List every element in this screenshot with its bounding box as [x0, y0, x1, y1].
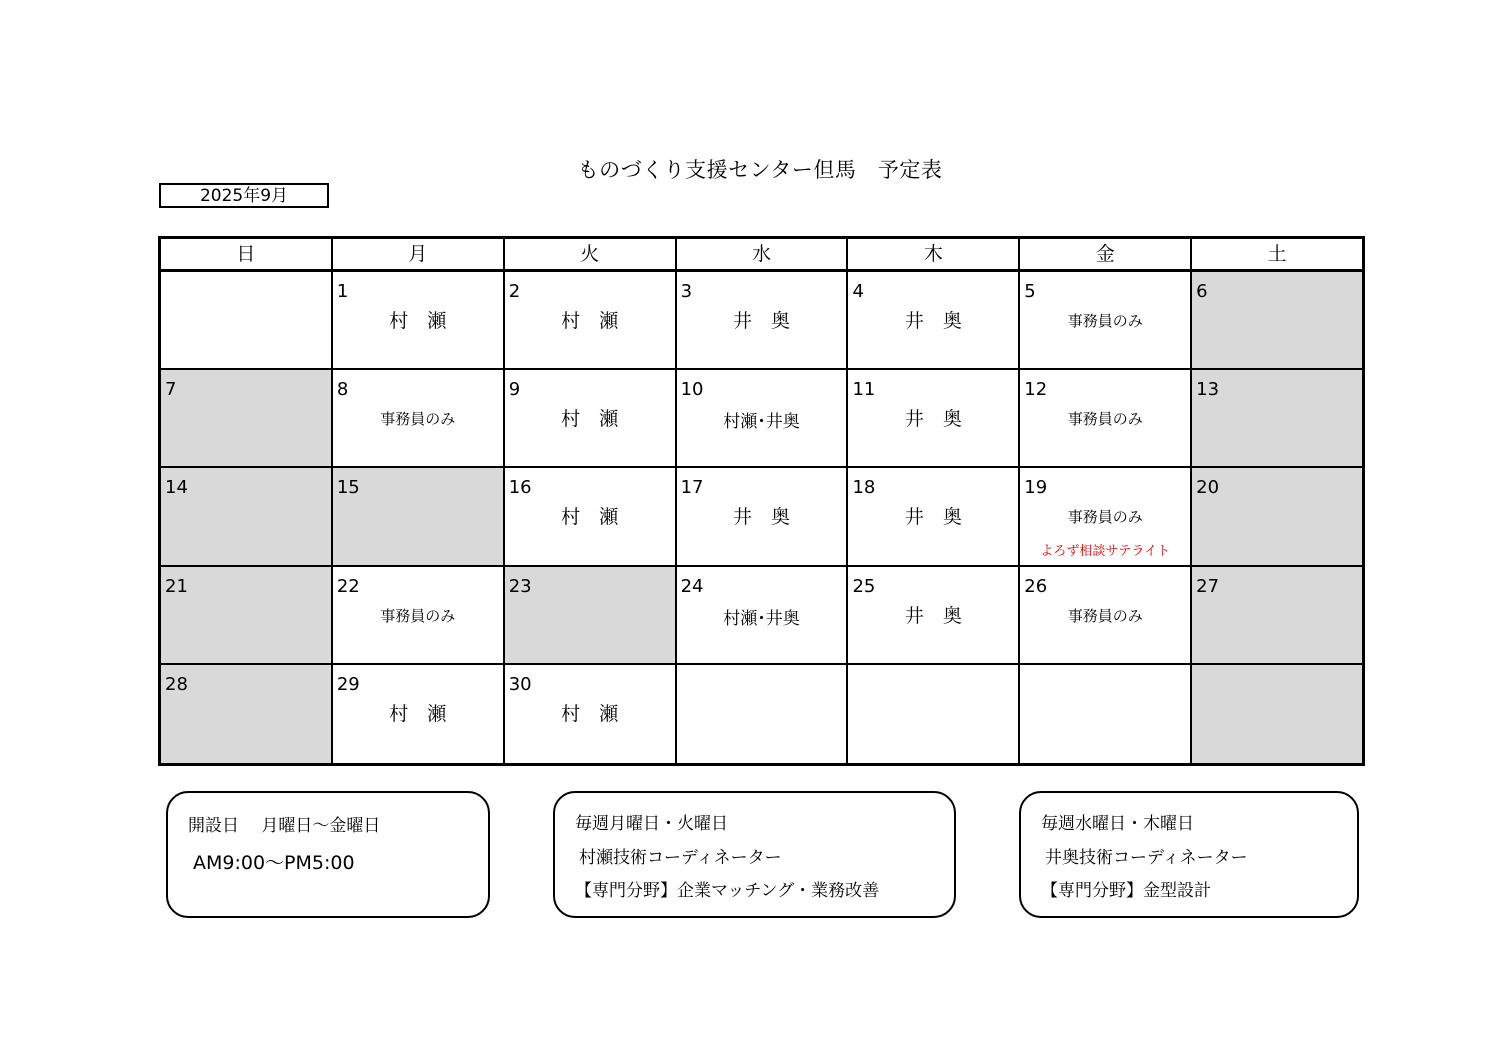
day-cell — [1192, 468, 1362, 564]
day-number: 10 — [680, 379, 704, 401]
inoku-name: 井奥技術コーディネーター — [1045, 848, 1248, 868]
weekday-wed: 水 — [677, 239, 849, 269]
weekday-thu: 木 — [848, 239, 1020, 269]
day-cell — [161, 272, 333, 368]
day-cell — [333, 567, 505, 663]
weekday-header — [161, 239, 1362, 272]
day-number: 20 — [1196, 477, 1220, 499]
staff-assignment: 事務員のみ — [380, 410, 456, 429]
staff-assignment: 村瀬･井奥 — [723, 412, 800, 433]
weekday-sat: 土 — [1267, 243, 1287, 265]
weekday-mon: 月 — [333, 239, 505, 269]
inoku-days: 毎週水曜日・木曜日 — [1041, 814, 1194, 834]
day-cell — [161, 665, 333, 763]
weekday-sun: 日 — [161, 239, 333, 269]
day-cell — [505, 665, 677, 763]
weekday-fri: 金 — [1020, 239, 1192, 269]
day-number: 16 — [508, 477, 532, 499]
week-row — [161, 272, 1362, 370]
day-cell — [333, 665, 505, 763]
inoku-info-box — [1019, 791, 1359, 918]
day-cell — [161, 370, 333, 466]
day-cell — [1192, 665, 1362, 763]
murase-info-box — [553, 791, 956, 918]
day-number: 27 — [1196, 575, 1220, 597]
staff-assignment: 村 瀬 — [561, 702, 619, 725]
day-number: 2 — [508, 281, 521, 302]
day-cell — [848, 370, 1020, 466]
day-cell — [1192, 567, 1362, 663]
day-number: 24 — [680, 575, 704, 597]
day-number: 11 — [852, 379, 876, 401]
week-row — [161, 567, 1362, 665]
day-number: 12 — [1024, 379, 1048, 401]
day-number: 28 — [165, 673, 188, 695]
staff-assignment: 事務員のみ — [1067, 312, 1143, 330]
day-cell — [505, 272, 677, 368]
day-cell — [1192, 272, 1362, 368]
month-label: 2025年9月 — [159, 183, 329, 208]
day-number: 17 — [680, 477, 704, 499]
week-row — [161, 370, 1362, 468]
staff-assignment: 事務員のみ — [1067, 410, 1143, 429]
day-number: 13 — [1196, 379, 1220, 401]
day-cell — [333, 272, 505, 368]
day-number: 8 — [336, 379, 349, 401]
murase-field: 【専門分野】企業マッチング・業務改善 — [575, 881, 880, 901]
day-number: 7 — [165, 379, 177, 401]
day-cell — [677, 468, 849, 564]
murase-name: 村瀬技術コーディネーター — [579, 848, 782, 868]
day-cell — [505, 567, 677, 663]
day-cell — [848, 665, 1020, 763]
day-number: 1 — [336, 281, 349, 302]
day-number: 14 — [165, 477, 188, 499]
day-number: 22 — [336, 575, 360, 597]
staff-assignment: 井 奥 — [904, 408, 962, 431]
inoku-field: 【専門分野】金型設計 — [1041, 881, 1211, 901]
day-number: 23 — [508, 575, 532, 597]
day-number: 21 — [165, 575, 188, 597]
murase-days: 毎週月曜日・火曜日 — [575, 814, 728, 834]
staff-assignment: 村 瀬 — [389, 702, 447, 725]
staff-assignment: 井 奥 — [733, 310, 791, 332]
day-cell — [161, 567, 333, 663]
open-hours: AM9:00～PM5:00 — [193, 852, 355, 874]
day-number: 9 — [508, 379, 521, 401]
staff-assignment: 井 奥 — [904, 506, 962, 529]
day-cell — [1020, 370, 1192, 466]
day-cell — [161, 468, 333, 564]
day-cell — [848, 567, 1020, 663]
staff-assignment: 村瀬･井奥 — [723, 608, 800, 629]
day-cell — [1192, 370, 1362, 466]
day-cell — [1020, 272, 1192, 368]
week-row — [161, 665, 1362, 763]
day-cell — [677, 370, 849, 466]
day-number: 18 — [852, 477, 876, 499]
staff-assignment: 事務員のみ — [1067, 606, 1143, 625]
week-row — [161, 468, 1362, 566]
day-cell — [677, 272, 849, 368]
day-cell — [333, 468, 505, 564]
day-number: 29 — [336, 673, 360, 695]
day-cell — [333, 370, 505, 466]
staff-assignment: 事務員のみ — [1067, 508, 1143, 527]
staff-assignment: 村 瀬 — [389, 310, 447, 332]
day-number: 19 — [1024, 477, 1048, 499]
page-title: ものづくり支援センター但馬 予定表 — [577, 158, 943, 182]
staff-assignment: 村 瀬 — [561, 506, 619, 529]
day-cell — [677, 665, 849, 763]
day-cell — [1020, 468, 1192, 564]
day-number: 6 — [1196, 281, 1208, 302]
staff-assignment: 井 奥 — [733, 506, 791, 529]
day-number: 3 — [680, 281, 693, 302]
day-number: 30 — [508, 673, 532, 695]
day-number: 26 — [1024, 575, 1048, 597]
hours-info-box — [166, 791, 490, 918]
day-cell — [848, 272, 1020, 368]
staff-assignment: 井 奥 — [904, 604, 962, 627]
day-number: 25 — [852, 575, 876, 597]
day-number: 15 — [336, 477, 360, 499]
day-cell — [505, 468, 677, 564]
day-note: よろず相談サテライト — [1040, 544, 1171, 560]
staff-assignment: 事務員のみ — [380, 606, 456, 625]
day-cell — [1020, 567, 1192, 663]
staff-assignment: 井 奥 — [904, 310, 962, 332]
day-cell — [677, 567, 849, 663]
weekday-tue: 火 — [505, 239, 677, 269]
day-number: 5 — [1024, 281, 1036, 302]
staff-assignment: 村 瀬 — [561, 408, 619, 431]
staff-assignment: 村 瀬 — [561, 310, 619, 332]
day-cell — [1020, 665, 1192, 763]
day-cell — [505, 370, 677, 466]
day-number: 4 — [852, 281, 864, 302]
day-cell — [848, 468, 1020, 564]
calendar-grid — [158, 236, 1365, 766]
open-days: 開設日 月曜日～金曜日 — [188, 816, 381, 836]
